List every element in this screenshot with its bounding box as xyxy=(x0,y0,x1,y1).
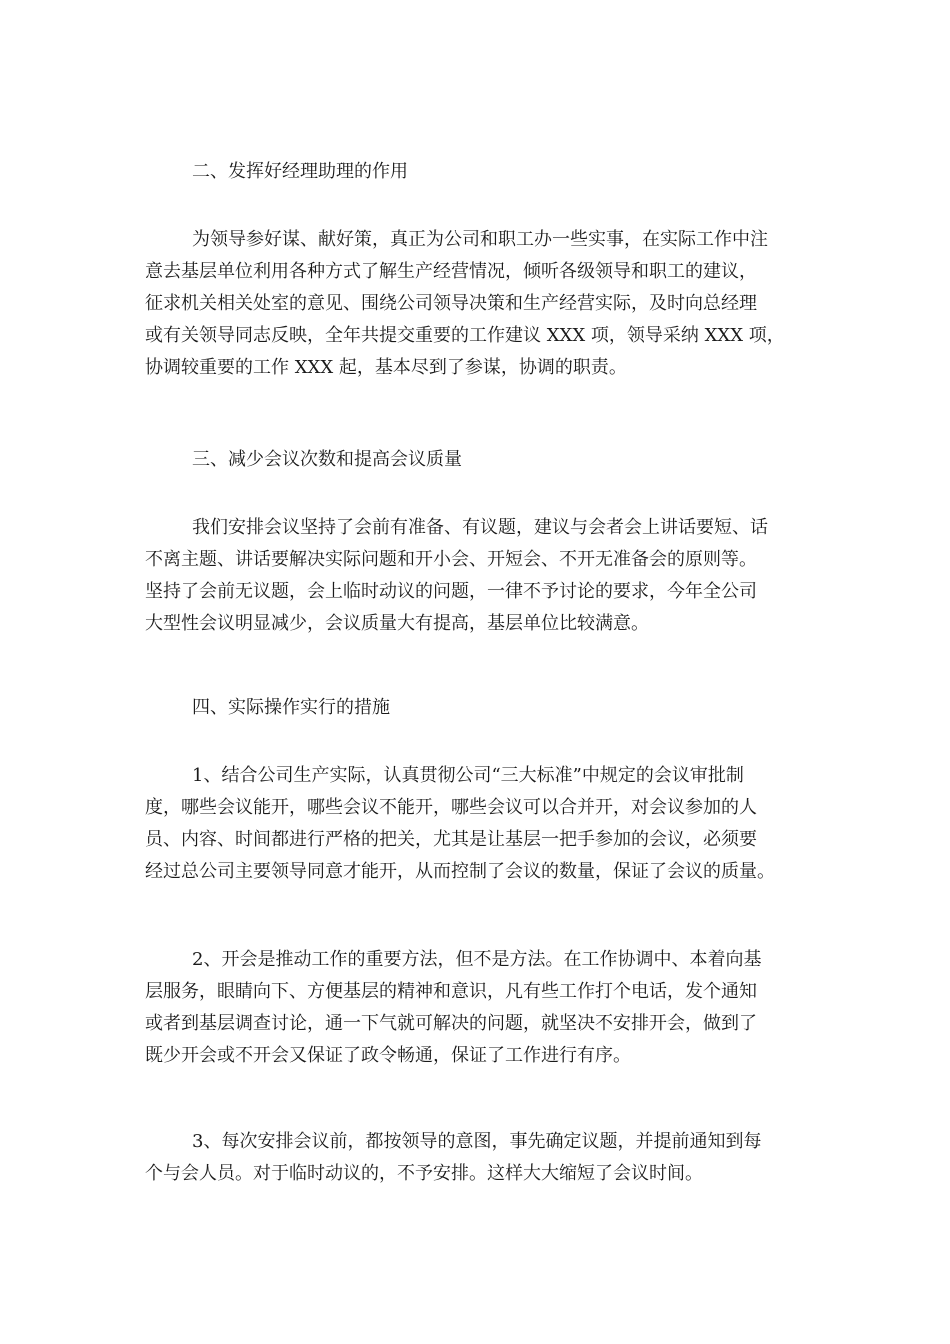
section-heading: 三、减少会议次数和提高会议质量 xyxy=(192,449,462,470)
paragraph-line: 不离主题、讲话要解决实际问题和开小会、开短会、不开无准备会的原则等。 xyxy=(145,549,757,570)
paragraph-line: 坚持了会前无议题，会上临时动议的问题，一律不予讨论的要求，今年全公司 xyxy=(145,581,757,602)
paragraph-line: 征求机关相关处室的意见、围绕公司领导决策和生产经营实际，及时向总经理 xyxy=(145,293,757,314)
paragraph-line: 2、开会是推动工作的重要方法，但不是方法。在工作协调中、本着向基 xyxy=(192,949,762,970)
paragraph xyxy=(145,512,815,640)
paragraph xyxy=(145,760,815,888)
section-heading: 二、发挥好经理助理的作用 xyxy=(192,161,408,182)
paragraph-line: 经过总公司主要领导同意才能开，从而控制了会议的数量，保证了会议的质量。 xyxy=(145,861,775,882)
paragraph xyxy=(145,944,815,1072)
paragraph-line: 层服务，眼睛向下、方便基层的精神和意识，凡有些工作打个电话，发个通知 xyxy=(145,981,757,1002)
paragraph-line: 或有关领导同志反映，全年共提交重要的工作建议 XXX 项，领导采纳 XXX 项， xyxy=(145,325,785,346)
paragraph-line: 或者到基层调查讨论，通一下气就可解决的问题，就坚决不安排开会，做到了 xyxy=(145,1013,757,1034)
paragraph-line: 我们安排会议坚持了会前有准备、有议题，建议与会者会上讲话要短、话 xyxy=(192,517,768,538)
paragraph-line: 个与会人员。对于临时动议的，不予安排。这样大大缩短了会议时间。 xyxy=(145,1163,703,1184)
paragraph-line: 3、每次安排会议前，都按领导的意图，事先确定议题，并提前通知到每 xyxy=(192,1131,762,1152)
paragraph-line: 既少开会或不开会又保证了政令畅通，保证了工作进行有序。 xyxy=(145,1045,631,1066)
paragraph-line: 为领导参好谋、献好策，真正为公司和职工办一些实事，在实际工作中注 xyxy=(192,229,768,250)
paragraph-line: 员、内容、时间都进行严格的把关，尤其是让基层一把手参加的会议，必须要 xyxy=(145,829,757,850)
section-heading: 四、实际操作实行的措施 xyxy=(192,697,390,718)
paragraph-line: 1、结合公司生产实际，认真贯彻公司“三大标准”中规定的会议审批制 xyxy=(192,765,744,786)
paragraph-line: 协调较重要的工作 XXX 起，基本尽到了参谋，协调的职责。 xyxy=(145,357,627,378)
paragraph-line: 大型性会议明显减少，会议质量大有提高，基层单位比较满意。 xyxy=(145,613,649,634)
paragraph xyxy=(145,224,815,384)
paragraph-line: 意去基层单位利用各种方式了解生产经营情况，倾听各级领导和职工的建议， xyxy=(145,261,757,282)
paragraph xyxy=(145,1126,815,1190)
paragraph-line: 度，哪些会议能开，哪些会议不能开，哪些会议可以合并开，对会议参加的人 xyxy=(145,797,757,818)
